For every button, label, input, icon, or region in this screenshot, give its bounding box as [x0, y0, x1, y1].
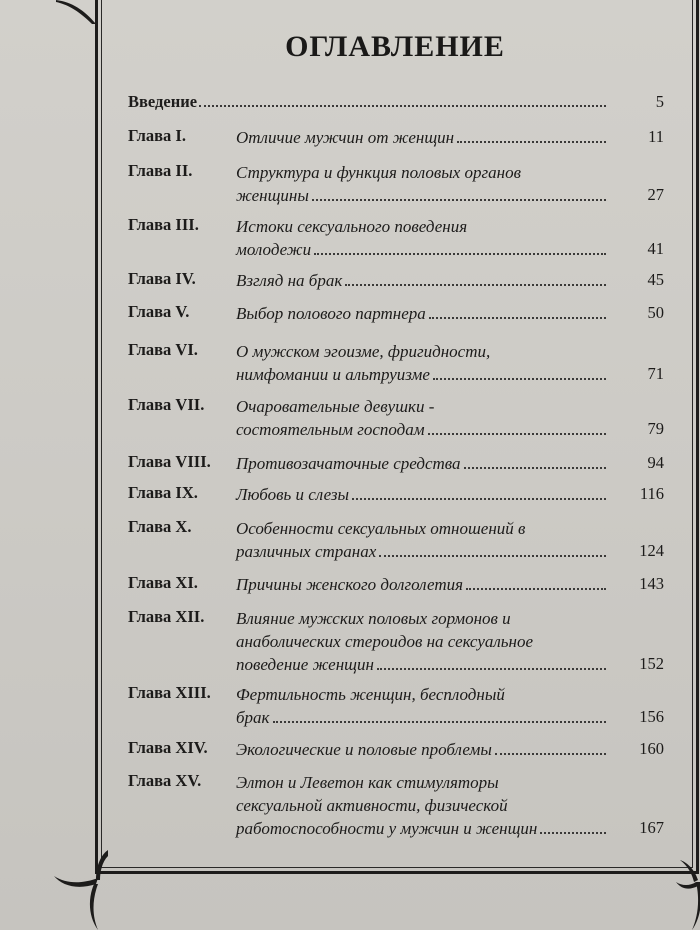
- chapter-title-text: анаболических стероидов на сексуальное: [236, 632, 534, 651]
- chapter-label: Глава IX.: [128, 483, 198, 502]
- chapter-title-text: Особенности сексуальных отношений в: [236, 519, 526, 538]
- chapter-title-text: Взгляд на брак: [236, 271, 343, 290]
- chapter-page-number: 156: [639, 707, 664, 726]
- chapter-page-number: 79: [647, 419, 664, 438]
- chapter-title-text: Элтон и Левeтон как стимуляторы: [236, 773, 499, 792]
- chapter-label: Глава III.: [128, 215, 199, 234]
- chapter-title-line: [236, 653, 606, 676]
- page-title: ОГЛАВЛЕНИЕ: [285, 30, 505, 63]
- chapter-page-number: 11: [648, 127, 664, 146]
- intro-page-number: 5: [655, 92, 664, 111]
- chapter-title-text: Любовь и слезы: [236, 485, 350, 504]
- chapter-title-line: [236, 483, 606, 506]
- chapter-title: [236, 269, 606, 292]
- chapter-label: Глава V.: [128, 302, 190, 321]
- intro-title: Введение: [128, 92, 198, 111]
- chapter-title-text: состоятельным господам: [236, 420, 425, 439]
- chapter-title: [236, 607, 606, 676]
- chapter-label: Глава IV.: [128, 269, 196, 288]
- chapter-title-line: [236, 418, 606, 441]
- chapter-title-line: [236, 452, 606, 475]
- dot-leader: [377, 664, 606, 670]
- chapter-title-text: поведение женщин: [236, 655, 374, 674]
- chapter-label: Глава VI.: [128, 340, 198, 359]
- chapter-page-number: 160: [639, 739, 664, 758]
- dot-leader: [466, 584, 606, 590]
- chapter-title-line: [236, 238, 606, 261]
- dot-leader: [199, 101, 606, 107]
- chapter-title: [236, 340, 606, 386]
- chapter-title-text: нимфомании и альтруизме: [236, 365, 430, 384]
- chapter-page-number: 71: [647, 364, 664, 383]
- chapter-title: [236, 302, 606, 325]
- chapter-title: [236, 517, 606, 563]
- dot-leader: [379, 551, 606, 557]
- chapter-title-line: [236, 215, 606, 238]
- dot-leader: [495, 749, 606, 755]
- chapter-title-text: Фертильность женщин, бесплодный: [236, 685, 505, 704]
- chapter-label: Глава XII.: [128, 607, 205, 626]
- chapter-title-text: брак: [236, 708, 270, 727]
- chapter-title: [236, 161, 606, 207]
- chapter-title-line: [236, 517, 606, 540]
- chapter-title-text: работоспособности у мужчин и женщин: [236, 819, 538, 838]
- chapter-title-line: [236, 340, 606, 363]
- dot-leader: [464, 463, 606, 469]
- chapter-label: Глава X.: [128, 517, 192, 536]
- chapter-label: Глава II.: [128, 161, 193, 180]
- dot-leader: [429, 313, 606, 319]
- chapter-title-line: [236, 161, 606, 184]
- chapter-title-text: Причины женского долголетия: [236, 575, 464, 594]
- chapter-title: [236, 395, 606, 441]
- chapter-page-number: 50: [647, 303, 664, 322]
- dot-leader: [312, 195, 606, 201]
- chapter-title-text: Истоки сексуального поведения: [236, 217, 468, 236]
- chapter-title: [236, 573, 606, 596]
- chapter-page-number: 167: [639, 818, 664, 837]
- chapter-title-line: [236, 738, 606, 761]
- chapter-title-text: Очаровательные девушки -: [236, 397, 435, 416]
- chapter-title-text: Противозачаточные средства: [236, 454, 461, 473]
- dot-leader: [352, 494, 606, 500]
- chapter-title-line: [236, 771, 606, 794]
- chapter-title: [236, 683, 606, 729]
- chapter-page-number: 45: [647, 270, 664, 289]
- chapter-title-text: Экологические и половые проблемы: [236, 740, 492, 759]
- chapter-title-text: Структура и функция половых органов: [236, 163, 521, 182]
- chapter-page-number: 41: [647, 239, 664, 258]
- chapter-title-line: [236, 302, 606, 325]
- chapter-title-line: [236, 683, 606, 706]
- dot-leader: [433, 374, 606, 380]
- chapter-title-line: [236, 184, 606, 207]
- chapter-label: Глава XIV.: [128, 738, 208, 757]
- top-left-ornament-icon: [56, 0, 100, 26]
- chapter-label: Глава XI.: [128, 573, 198, 592]
- chapter-title-line: [236, 363, 606, 386]
- chapter-title: [236, 215, 606, 261]
- chapter-title-line: [236, 630, 606, 653]
- chapter-page-number: 27: [647, 185, 664, 204]
- dot-leader: [314, 249, 606, 255]
- chapter-title-text: различных странах: [236, 542, 377, 561]
- chapter-label: Глава XIII.: [128, 683, 211, 702]
- chapter-title-text: Влияние мужских половых гормонов и: [236, 609, 511, 628]
- dot-leader: [540, 828, 606, 834]
- chapter-page-number: 124: [639, 541, 664, 560]
- chapter-label: Глава I.: [128, 126, 186, 145]
- chapter-title: [236, 452, 606, 475]
- chapter-page-number: 94: [647, 453, 664, 472]
- chapter-label: Глава XV.: [128, 771, 202, 790]
- dot-leader: [273, 717, 606, 723]
- chapter-title-line: [236, 794, 606, 817]
- chapter-title: [236, 738, 606, 761]
- chapter-title-text: Выбор полового партнера: [236, 304, 426, 323]
- chapter-title-line: [236, 573, 606, 596]
- bottom-right-ornament-icon: [672, 860, 700, 930]
- chapter-title-text: молодежи: [236, 240, 312, 259]
- dot-leader: [345, 280, 606, 286]
- chapter-page-number: 152: [639, 654, 664, 673]
- chapter-title-text: Отличие мужчин от женщин: [236, 128, 455, 147]
- chapter-label: Глава VII.: [128, 395, 205, 414]
- chapter-page-number: 143: [639, 574, 664, 593]
- bottom-left-ornament-icon: [52, 850, 108, 930]
- chapter-title: [236, 126, 606, 149]
- chapter-title: [236, 483, 606, 506]
- dot-leader: [428, 429, 606, 435]
- chapter-title-text: сексуальной активности, физической: [236, 796, 508, 815]
- chapter-label: Глава VIII.: [128, 452, 211, 471]
- chapter-title-line: [236, 126, 606, 149]
- chapter-title-line: [236, 395, 606, 418]
- chapter-title-text: О мужском эгоизме, фригидности,: [236, 342, 491, 361]
- chapter-title-line: [236, 706, 606, 729]
- chapter-title-line: [236, 540, 606, 563]
- chapter-title-line: [236, 607, 606, 630]
- chapter-title-line: [236, 269, 606, 292]
- intro-title-line: [128, 92, 606, 112]
- dot-leader: [457, 137, 606, 143]
- chapter-title-line: [236, 817, 606, 840]
- chapter-title-text: женщины: [236, 186, 309, 205]
- chapter-title: [236, 771, 606, 840]
- chapter-page-number: 116: [639, 484, 664, 503]
